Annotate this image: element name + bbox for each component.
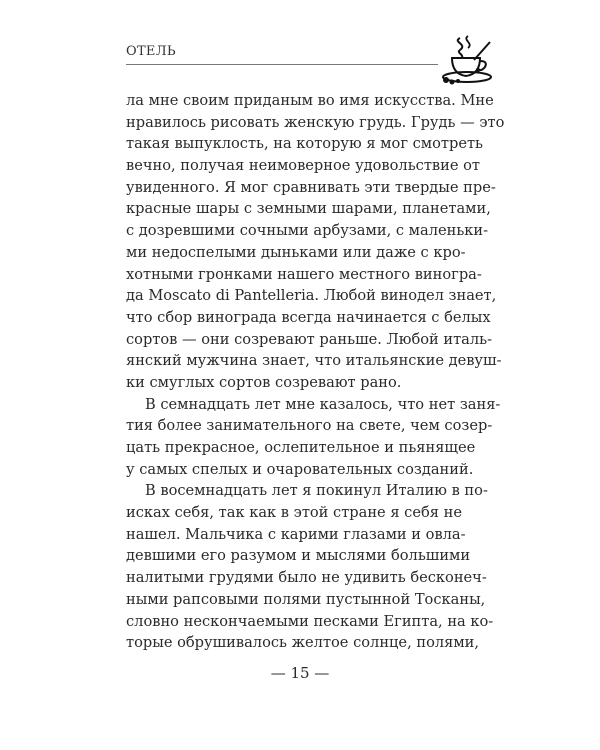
text-line: словно нескончаемыми песками Египта, на ко- <box>126 612 494 630</box>
text-line: вечно, получая неимоверное удовольствие от <box>126 157 480 175</box>
text-line: налитыми грудями было не удивить бесконеч- <box>126 569 487 587</box>
page-number: — 15 — <box>270 664 330 682</box>
header-rule <box>126 64 438 65</box>
text-line: ми недоспелыми дыньками или даже с кро- <box>126 243 466 261</box>
text-line: нравилось рисовать женскую грудь. Грудь — это <box>126 113 505 131</box>
text-line: сортов — они созревают раньше. Любой италь- <box>126 330 493 348</box>
text-line: красные шары с земными шарами, планетами, <box>126 200 491 218</box>
text-line: торые обрушивалось желтое солнце, полями, <box>126 634 480 652</box>
text-line: что сбор винограда всегда начинается с белых <box>126 308 491 326</box>
text-line: ки смуглых сортов созревают рано. <box>126 373 402 391</box>
text-line: такая выпуклость, на которую я мог смотреть <box>126 135 483 153</box>
body-text <box>126 90 505 654</box>
text-line: тия более занимательного на свете, чем созер- <box>126 417 493 435</box>
text-line: исках себя, так как в этой стране я себя не <box>126 504 462 522</box>
text-line: у самых спелых и очаровательных созданий. <box>126 460 474 478</box>
text-line: хотными гронками нашего местного виногра- <box>126 265 482 283</box>
text-line: ными рапсовыми полями пустынной Тосканы, <box>126 590 486 608</box>
running-header: ОТЕЛЬ <box>126 44 176 59</box>
text-line: В восемнадцать лет я покинул Италию в по- <box>145 482 488 500</box>
paragraph <box>126 394 501 481</box>
coffee-cup-icon <box>438 34 496 86</box>
text-line: да Moscato di Pantelleria. Любой винодел знает, <box>126 287 497 305</box>
text-line: ла мне своим приданым во имя искусства. Мне <box>126 92 494 109</box>
text-line: янский мужчина знает, что итальянские девуш- <box>126 352 502 370</box>
paragraph <box>126 90 505 394</box>
text-line: нашел. Мальчика с карими глазами и овла- <box>126 525 466 543</box>
paragraph <box>126 480 494 654</box>
text-line: В семнадцать лет мне казалось, что нет заня- <box>145 395 501 413</box>
text-line: с дозревшими сочными арбузами, с маленьки- <box>126 222 489 240</box>
text-line: цать прекрасное, ослепительное и пьянящее <box>126 439 476 456</box>
text-line: увиденного. Я мог сравнивать эти твердые пре- <box>126 178 496 196</box>
text-line: девшими его разумом и мыслями большими <box>126 547 471 565</box>
